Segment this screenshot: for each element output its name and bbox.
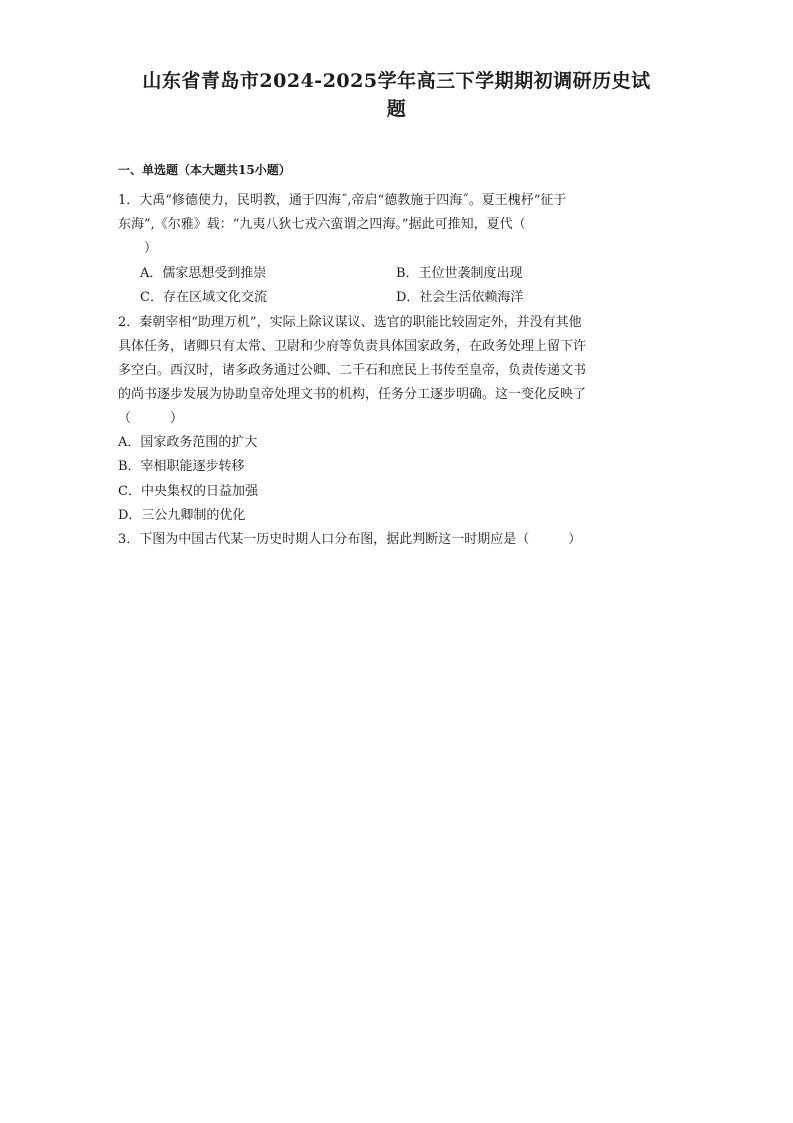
question-2-line-1: 2．秦朝宰相“助理万机”，实际上除议谋议、选官的职能比较固定外，并没有其他: [118, 315, 582, 330]
question-1-option-b: B．王位世袭制度出现: [396, 266, 523, 281]
page-title-continued: 题: [386, 98, 407, 120]
question-2-line-5: （ ）: [118, 411, 184, 426]
question-1-option-d: D．社会生活依赖海洋: [396, 290, 524, 305]
question-2-option-a: A．国家政务范围的扩大: [118, 435, 258, 450]
question-2-line-2: 具体任务，诸卿只有太常、卫尉和少府等负责具体国家政务，在政务处理上留下许: [118, 339, 587, 354]
page-title: 山东省青岛市2024-2025学年高三下学期期初调研历史试: [142, 70, 651, 92]
question-2-option-d: D．三公九卿制的优化: [118, 508, 246, 523]
question-1-option-c: C．存在区域文化交流: [140, 290, 267, 305]
question-1-line-2: 东海”,《尔雅》载：“九夷八狄七戎六蛮谓之四海。”据此可推知，夏代（: [118, 217, 526, 232]
question-1-line-1: 1．大禹“修德使力，民明教，通于四海˝,帝启“德教施于四海˝。夏王槐杼“征于: [118, 193, 567, 208]
question-1-option-a: A．儒家思想受到推崇: [140, 266, 267, 281]
question-2-option-b: B．宰相职能逐步转移: [118, 459, 245, 474]
question-2-line-3: 多空白。西汉时，诸多政务通过公卿、二千石和庶民上书传至皇帝，负责传递文书: [118, 363, 587, 378]
question-1-line-3: ）: [118, 241, 158, 256]
section-header-single-choice: 一、单选题（本大题共15小题）: [118, 163, 291, 177]
question-3-line-1: 3．下图为中国古代某一历史时期人口分布图，据此判断这一时期应是（ ）: [118, 532, 582, 547]
question-2-option-c: C．中央集权的日益加强: [118, 484, 258, 499]
question-2-line-4: 的尚书逐步发展为协助皇帝处理文书的机构，任务分工逐步明确。这一变化反映了: [118, 387, 587, 402]
